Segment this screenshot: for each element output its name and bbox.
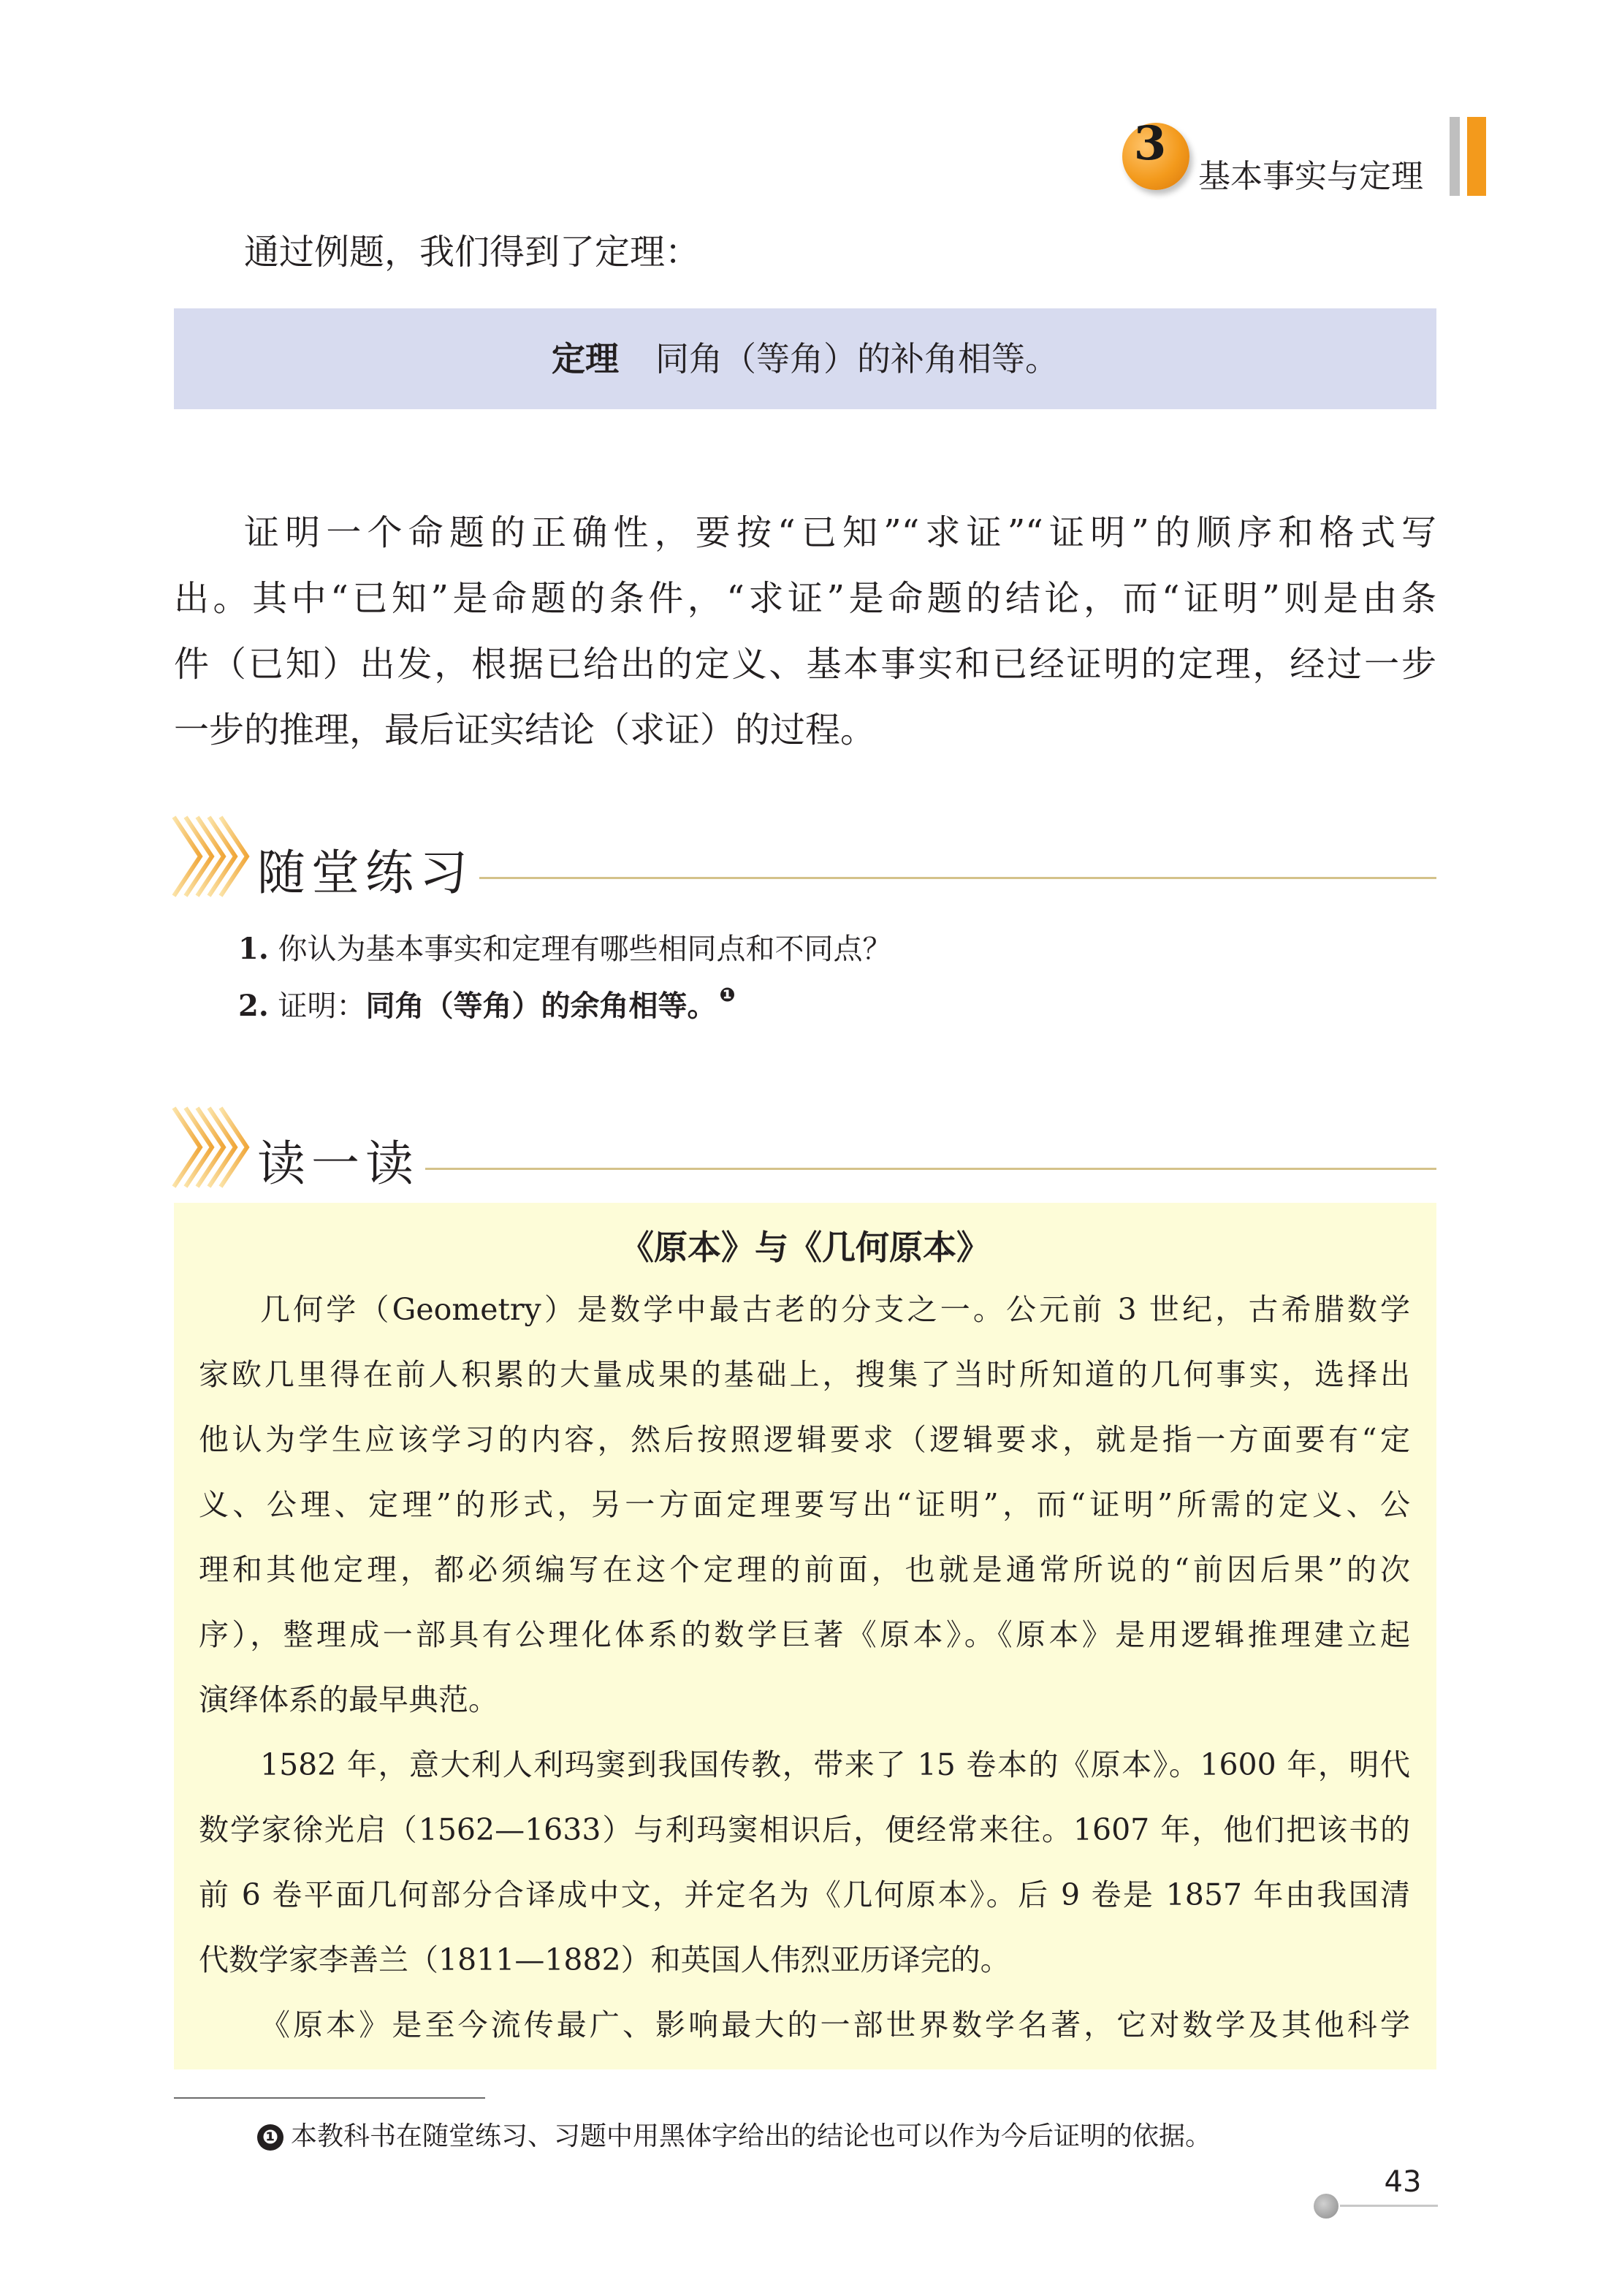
chapter-number: 3 [1133,116,1167,171]
reading-title: 读一读 [257,1136,419,1192]
footnote-reference: ❶ [719,984,736,1006]
chevron-icon [168,1103,256,1191]
footnote-mark: ❶ [257,2124,283,2151]
practice-item-2-prefix: 证明： [278,989,366,1023]
reading-line-9: 数学家徐光启（1562—1633）与利玛窦相识后，便经常来往。1607 年，他们把该书的 [199,1812,1410,1847]
reading-rule [425,1168,1436,1170]
practice-item-1-text: 你认为基本事实和定理有哪些相同点和不同点？ [278,932,892,966]
theorem-statement [174,332,1436,386]
footnote-rule [174,2097,485,2099]
article-title: 《原本》与《几何原本》 [620,1228,990,1267]
practice-title: 随堂练习 [257,845,473,901]
header-bar-orange [1467,117,1486,196]
practice-item-1-num: 1. [238,932,269,966]
practice-rule [479,877,1436,879]
footnote-text: 本教科书在随堂练习、习题中用黑体字给出的结论也可以作为今后证明的依据。 [291,2121,1212,2151]
chevron-icon [168,813,256,900]
practice-item-2 [238,984,736,1033]
footnote [257,2116,1211,2157]
proof-line-1: 证明一个命题的正确性，要按“已知”“求证”“证明”的顺序和格式写 [244,512,1436,553]
theorem-label: 定理 [552,339,619,379]
proof-line-4: 一步的推理，最后证实结论（求证）的过程。 [174,710,876,750]
reading-line-3: 他认为学生应该学习的内容，然后按照逻辑要求（逻辑要求，就是指一方面要有“定 [199,1422,1410,1457]
header-bar-gray [1450,117,1460,196]
reading-line-12: 《原本》是至今流传最广、影响最大的一部世界数学名著，它对数学及其他科学 [260,2007,1410,2042]
proof-line-2: 出。其中“已知”是命题的条件，“求证”是命题的结论，而“证明”则是由条 [174,578,1436,619]
theorem-text: 同角（等角）的补角相等。 [655,339,1059,379]
practice-item-1 [238,927,891,972]
proof-line-3: 件（已知）出发，根据已给出的定义、基本事实和已经证明的定理，经过一步 [174,644,1436,685]
page-number-dot [1314,2194,1339,2219]
reading-line-8: 1582 年，意大利人利玛窦到我国传教，带来了 15 卷本的《原本》。1600 年，明代 [260,1747,1410,1782]
reading-line-6: 序），整理成一部具有公理化体系的数学巨著《原本》。《原本》是用逻辑推理建立起 [199,1617,1410,1652]
reading-line-11: 代数学家李善兰（1811—1882）和英国人伟烈亚历译完的。 [199,1942,1010,1977]
reading-line-2: 家欧几里得在前人积累的大量成果的基础上，搜集了当时所知道的几何事实，选择出 [199,1357,1410,1392]
page-number-rule [1340,2205,1438,2207]
reading-line-1: 几何学（Geometry）是数学中最古老的分支之一。公元前 3 世纪，古希腊数学 [260,1292,1410,1327]
practice-item-2-num: 2. [238,989,269,1023]
page-number: 43 [1384,2165,1422,2199]
chapter-title: 基本事实与定理 [1198,158,1423,195]
reading-line-5: 理和其他定理，都必须编写在这个定理的前面，也就是通常所说的“前因后果”的次 [199,1552,1410,1587]
practice-item-2-text: 同角（等角）的余角相等。 [365,989,717,1023]
reading-line-7: 演绎体系的最早典范。 [199,1682,498,1717]
reading-line-4: 义、公理、定理”的形式，另一方面定理要写出“证明”，而“证明”所需的定义、公 [199,1487,1410,1522]
reading-line-10: 前 6 卷平面几何部分合译成中文，并定名为《几何原本》。后 9 卷是 1857 年由我国清 [199,1877,1410,1912]
intro-text: 通过例题，我们得到了定理： [244,232,701,273]
